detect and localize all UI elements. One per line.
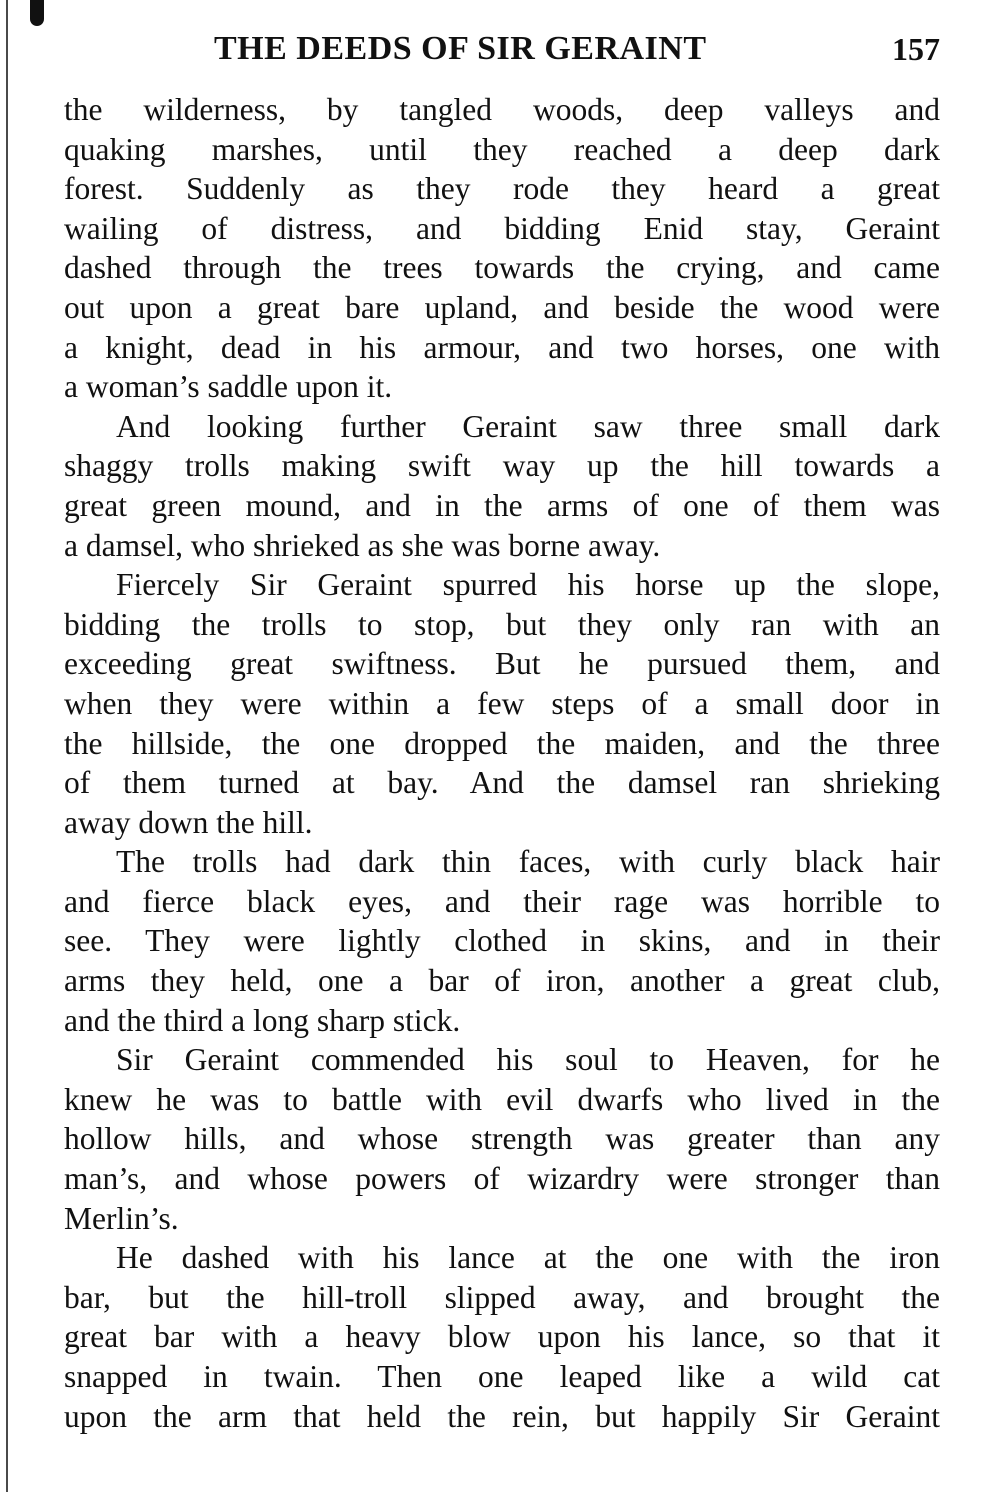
text-line: a damsel, who shrieked as she was borne away. <box>64 527 661 563</box>
text-line: of them turned at bay. And the damsel ran shrieking <box>64 765 940 801</box>
text-line: shaggy trolls making swift way up the hill towards a <box>64 448 940 484</box>
text-line: the wilderness, by tangled woods, deep valleys and <box>64 92 940 127</box>
text-line: a knight, dead in his armour, and two horses, one with <box>64 329 940 365</box>
page-header <box>64 24 940 74</box>
text-line: snapped in twain. Then one leaped like a wild cat <box>64 1359 940 1394</box>
text-line: bar, but the hill-troll slipped away, and brought the <box>64 1279 940 1315</box>
text-line: great bar with a heavy blow upon his lance, so that it <box>64 1319 940 1355</box>
text-line: great green mound, and in the arms of one of them was <box>64 487 940 523</box>
text-line: Merlin’s. <box>64 1200 179 1236</box>
text-line: knew he was to battle with evil dwarfs who lived in the <box>64 1081 940 1117</box>
text-line: quaking marshes, until they reached a deep dark <box>64 131 940 167</box>
text-line: forest. Suddenly as they rode they heard a great <box>64 171 940 207</box>
text-line: the hillside, the one dropped the maiden, and the three <box>64 725 940 761</box>
text-line: hollow hills, and whose strength was greater than any <box>64 1121 940 1157</box>
text-line: a woman’s saddle upon it. <box>64 369 393 405</box>
page-binding-edge <box>6 0 8 1492</box>
text-line: bidding the trolls to stop, but they only ran with an <box>64 606 940 642</box>
text-line: arms they held, one a bar of iron, another a great club, <box>64 963 940 999</box>
body-text <box>64 90 940 1436</box>
text-line: and fierce black eyes, and their rage was horrible to <box>64 883 940 919</box>
page-number: 157 <box>892 31 940 67</box>
text-line: upon the arm that held the rein, but happily Sir Geraint <box>64 1398 940 1434</box>
ink-mark <box>30 0 44 26</box>
text-line: dashed through the trees towards the crying, and came <box>64 250 940 286</box>
running-title: THE DEEDS OF SIR GERAINT <box>214 30 707 67</box>
text-line: when they were within a few steps of a small door in <box>64 685 940 721</box>
text-line: man’s, and whose powers of wizardry were stronger than <box>64 1161 940 1197</box>
paragraph-start-line: And looking further Geraint saw three small dark <box>116 408 940 444</box>
text-line: away down the hill. <box>64 804 313 840</box>
paragraph-start-line: Sir Geraint commended his soul to Heaven, for he <box>116 1042 940 1078</box>
text-line: out upon a great bare upland, and beside the wood were <box>64 289 940 325</box>
text-line: see. They were lightly clothed in skins, and in their <box>64 923 940 959</box>
text-line: exceeding great swiftness. But he pursued them, and <box>64 646 940 682</box>
text-line: wailing of distress, and bidding Enid stay, Geraint <box>64 210 940 246</box>
paragraph-start-line: Fiercely Sir Geraint spurred his horse up the slope, <box>116 567 940 603</box>
text-line: and the third a long sharp stick. <box>64 1002 461 1038</box>
paragraph-start-line: He dashed with his lance at the one with the iron <box>116 1240 940 1276</box>
paragraph-start-line: The trolls had dark thin faces, with curly black hair <box>116 844 940 880</box>
